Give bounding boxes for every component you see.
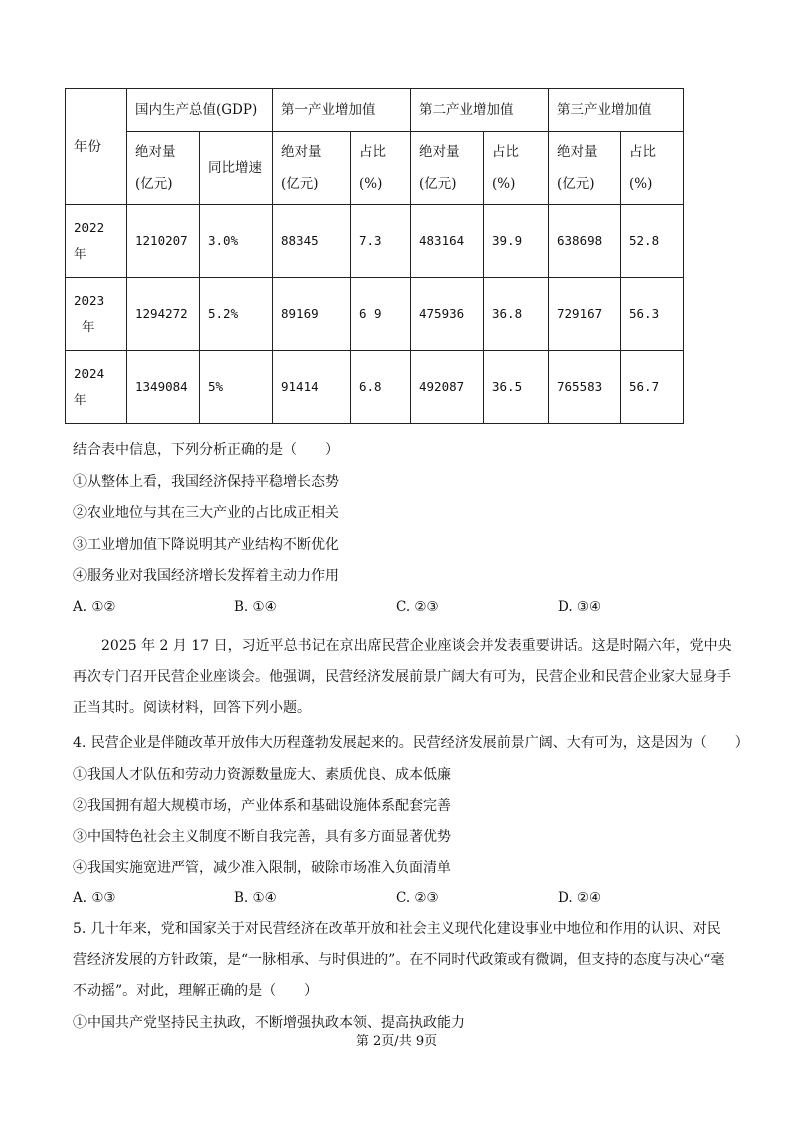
q3-option-d: D. ③④ (558, 599, 602, 615)
year-header: 年份 (66, 89, 127, 205)
material-paragraph: 2025 年 2 月 17 日，习近平总书记在京出席民营企业座谈会并发表重要讲话。这是时隔六年，党中央再次专门召开民营企业座谈会。他强调，民营经济发展前景广阔大有可为，民营企业和民营企业家大显身手正当其时。阅读材料，回答下列小题。 (73, 638, 732, 716)
p2-share: 36.5 (484, 351, 549, 424)
p1-share: 7.3 (351, 205, 411, 278)
p1-value: 88345 (273, 205, 351, 278)
p1-value: 89169 (273, 278, 351, 351)
q4-stem: 4. 民营企业是伴随改革开放伟大历程蓬勃发展起来的。民营经济发展前景广阔、大有可为，这是因为（ ） (73, 735, 749, 751)
q3-item-1: ①从整体上看，我国经济保持平稳增长态势 (73, 474, 339, 490)
p1-value: 91414 (273, 351, 351, 424)
p3-value: 765583 (549, 351, 621, 424)
p1-abs-header: 绝对量 (亿元) (273, 132, 351, 205)
gdp-growth: 5.2% (200, 278, 273, 351)
p3-share-header: 占比 (%) (621, 132, 684, 205)
year-cell: 2022 年 (66, 205, 127, 278)
year-cell: 2024 年 (66, 351, 127, 424)
gdp-value: 1294272 (127, 278, 200, 351)
p2-value: 475936 (411, 278, 484, 351)
gdp-growth: 5% (200, 351, 273, 424)
q4-item-4: ④我国实施宽进严管，减少准入限制，破除市场准入负面清单 (73, 860, 451, 876)
page-footer: 第 2页/共 9页 (355, 1034, 438, 1049)
p1-share: 6.8 (351, 351, 411, 424)
gdp-value: 1349084 (127, 351, 200, 424)
p3-share: 56.7 (621, 351, 684, 424)
q4-option-c: C. ②③ (396, 890, 439, 906)
q4-item-3: ③中国特色社会主义制度不断自我完善，具有多方面显著优势 (73, 829, 451, 845)
secondary-group-header: 第二产业增加值 (411, 89, 549, 132)
q4-item-1: ①我国人才队伍和劳动力资源数量庞大、素质优良、成本低廉 (73, 767, 451, 783)
p2-share: 39.9 (484, 205, 549, 278)
p3-abs-header: 绝对量 (亿元) (549, 132, 621, 205)
p3-value: 729167 (549, 278, 621, 351)
gdp-value: 1210207 (127, 205, 200, 278)
q4-option-a: A. ①③ (73, 890, 116, 906)
q3-item-4: ④服务业对我国经济增长发挥着主动力作用 (73, 568, 339, 584)
q4-option-b: B. ①④ (234, 890, 277, 906)
gdp-growth: 3.0% (200, 205, 273, 278)
p1-share: 6 9 (351, 278, 411, 351)
q4-item-2: ②我国拥有超大规模市场，产业体系和基础设施体系配套完善 (73, 798, 451, 814)
gdp-group-header: 国内生产总值(GDP) (127, 89, 273, 132)
gdp-growth-header: 同比增速 (200, 132, 273, 205)
p2-abs-header: 绝对量 (亿元) (411, 132, 484, 205)
p3-share: 56.3 (621, 278, 684, 351)
p2-value: 483164 (411, 205, 484, 278)
q3-item-3: ③工业增加值下降说明其产业结构不断优化 (73, 537, 339, 553)
q3-item-2: ②农业地位与其在三大产业的占比成正相关 (73, 505, 339, 521)
table-row (66, 351, 684, 424)
q5-item-1: ①中国共产党坚持民主执政，不断增强执政本领、提高执政能力 (73, 1015, 465, 1031)
tertiary-group-header: 第三产业增加值 (549, 89, 684, 132)
table-header-row (66, 89, 684, 132)
p3-share: 52.8 (621, 205, 684, 278)
year-cell: 2023 年 (66, 278, 127, 351)
p2-share-header: 占比 (%) (484, 132, 549, 205)
p2-value: 492087 (411, 351, 484, 424)
p1-share-header: 占比 (%) (351, 132, 411, 205)
q3-option-b: B. ①④ (234, 599, 277, 615)
q3-option-c: C. ②③ (396, 599, 439, 615)
p2-share: 36.8 (484, 278, 549, 351)
gdp-table (65, 88, 684, 424)
q3-option-a: A. ①② (73, 599, 116, 615)
gdp-abs-header: 绝对量 (亿元) (127, 132, 200, 205)
table-row (66, 205, 684, 278)
table-row (66, 278, 684, 351)
q4-option-d: D. ②④ (558, 890, 602, 906)
table-subheader-row (66, 132, 684, 205)
q3-stem: 结合表中信息，下列分析正确的是（ ） (73, 442, 339, 458)
p3-value: 638698 (549, 205, 621, 278)
q5-stem: 5. 几十年来，党和国家关于对民营经济在改革开放和社会主义现代化建设事业中地位和作用的认识、对民营经济发展的方针政策，是“一脉相承、与时俱进的”。在不同时代政策或有微调，但支持的态度与决心“毫不动摇”。对此，理解正确的是（ ） (73, 921, 725, 999)
primary-group-header: 第一产业增加值 (273, 89, 411, 132)
